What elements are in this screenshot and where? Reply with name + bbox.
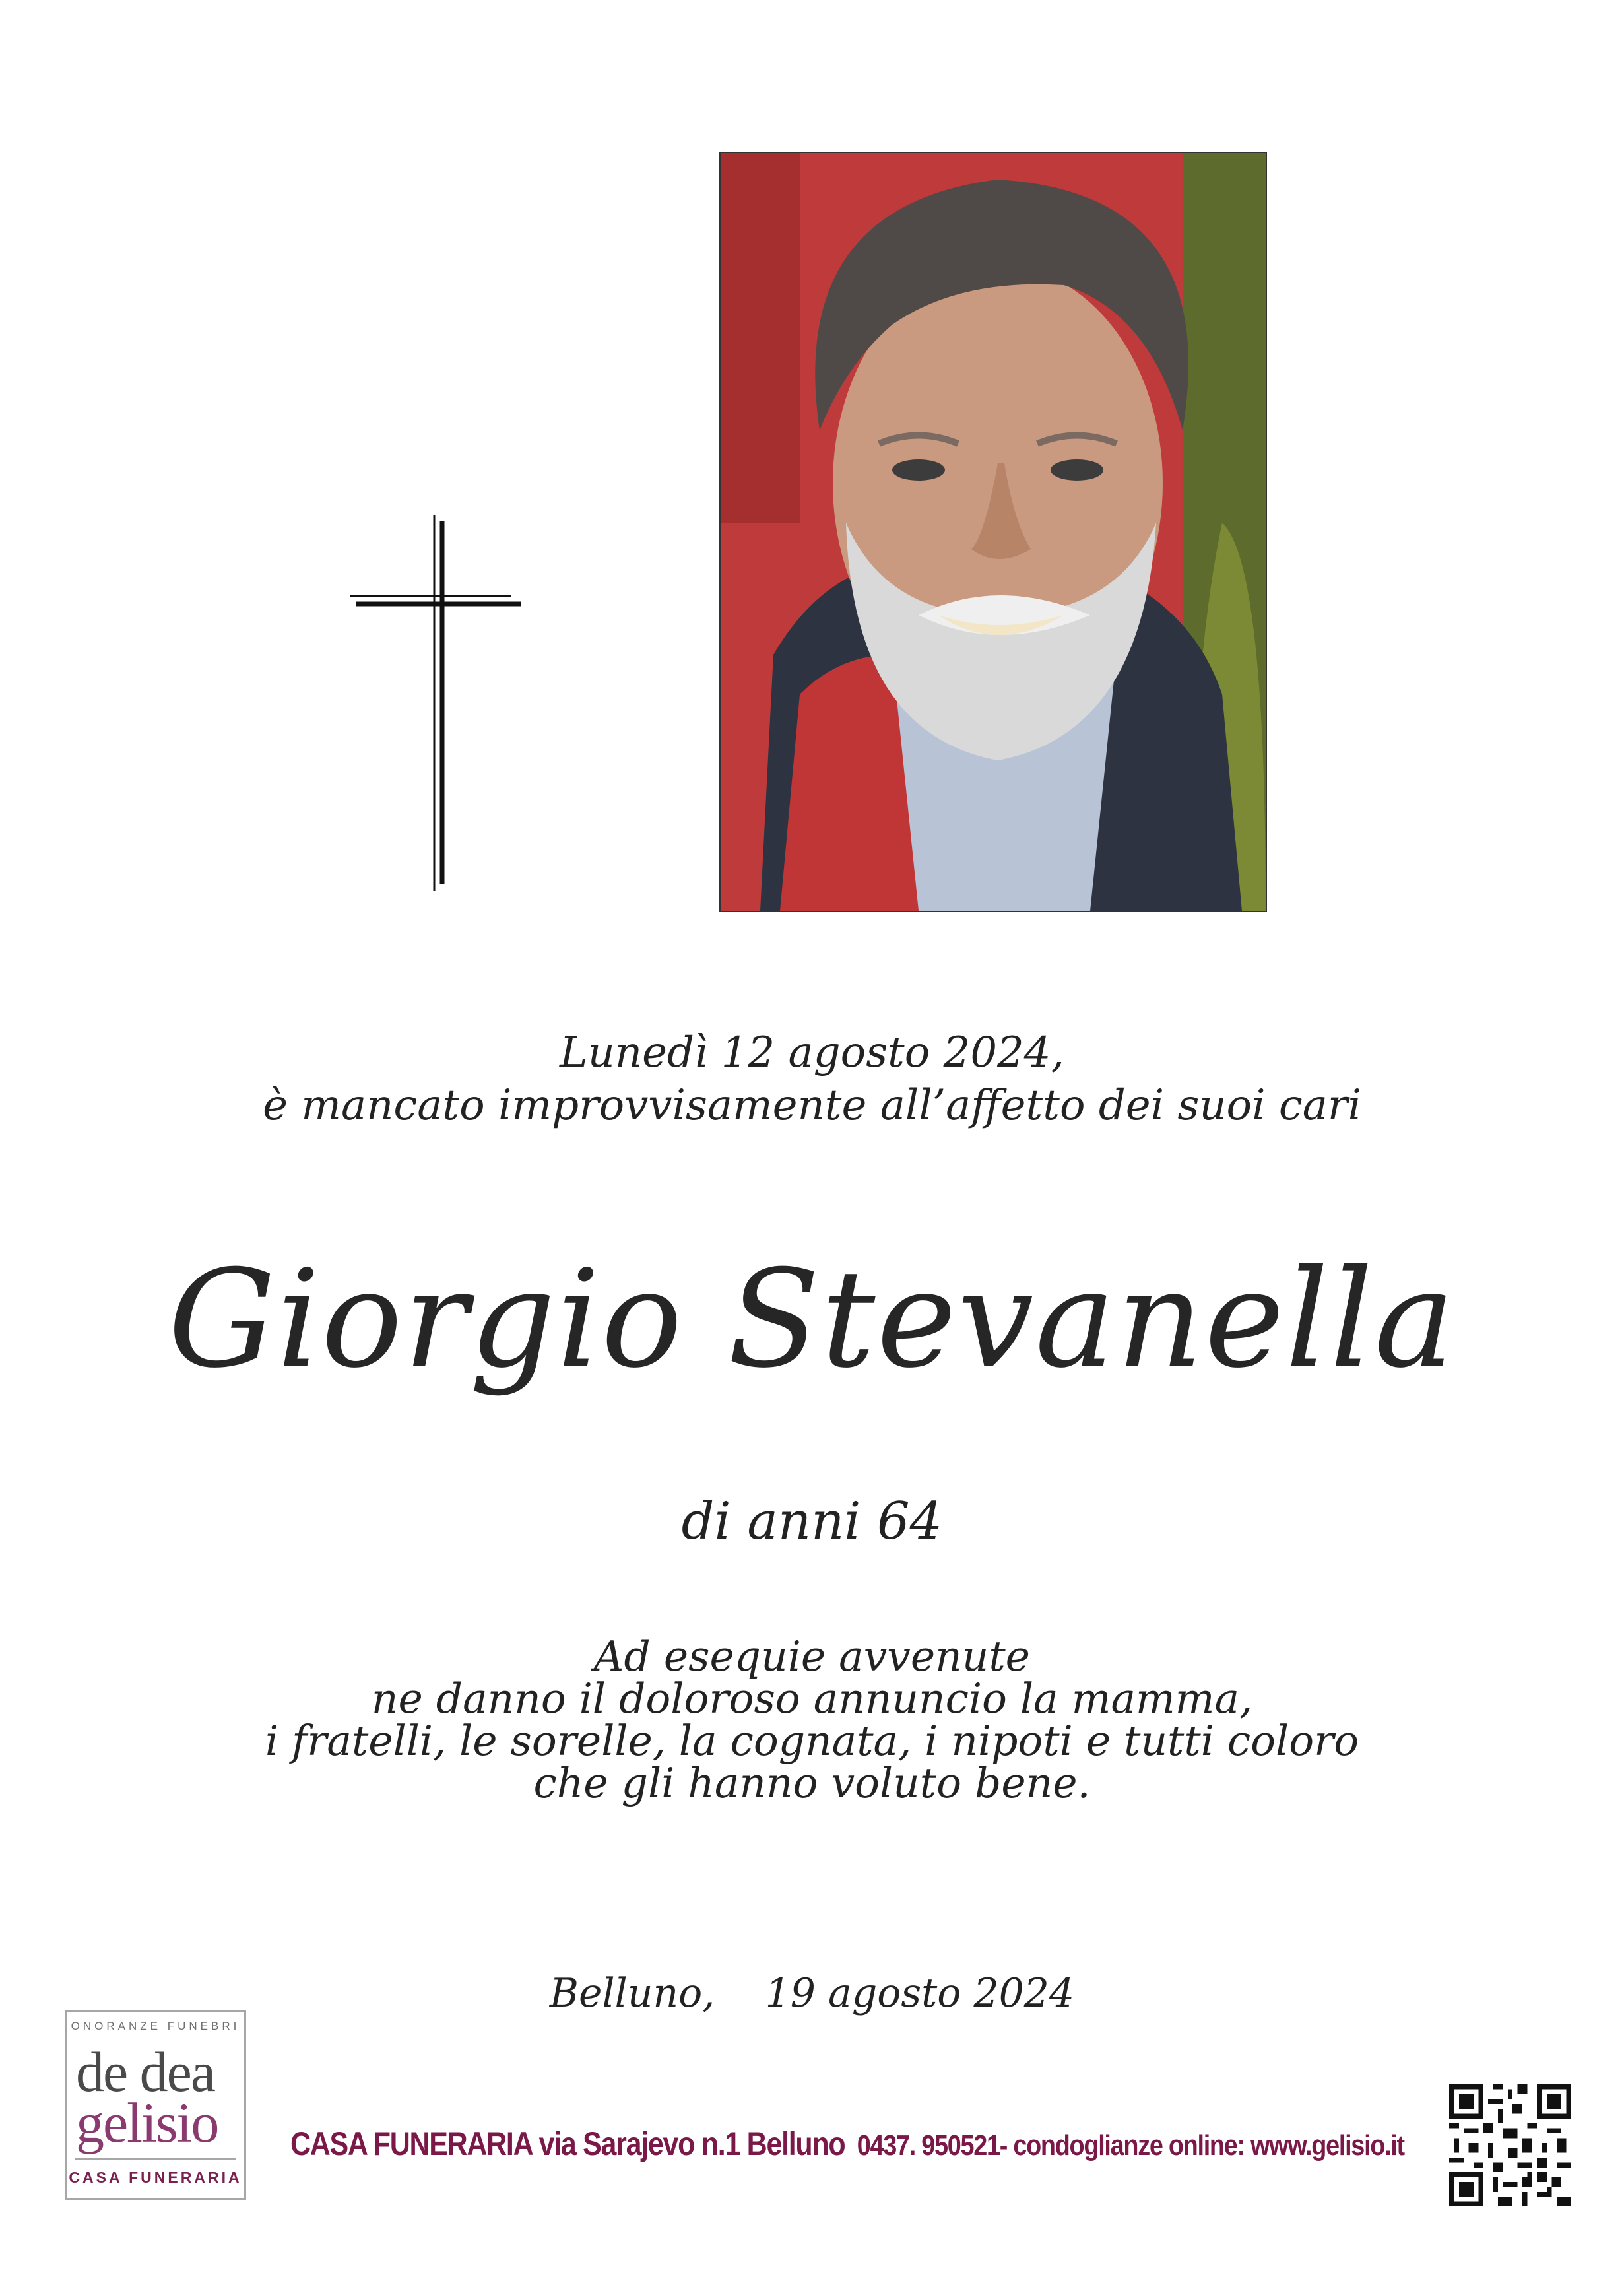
footer-online[interactable]: condoglianze online: www.gelisio.it — [1013, 2129, 1404, 2162]
deceased-age: di anni 64 — [681, 1492, 943, 1551]
cross-icon — [343, 515, 528, 891]
intro-message: è mancato improvvisamente all’affetto dei suoi cari — [263, 1081, 1361, 1130]
logo-divider — [75, 2158, 236, 2160]
announcement-line: Ad esequie avvenute — [594, 1632, 1030, 1680]
footer-phone: 0437. 950521- — [857, 2129, 1008, 2162]
logo-name-line2: gelisio — [76, 2091, 218, 2154]
funeral-home-logo — [65, 2010, 246, 2200]
portrait-illustration — [721, 153, 1266, 911]
footer-label: CASA FUNERARIA — [290, 2125, 533, 2162]
intro-date: Lunedì 12 agosto 2024, — [560, 1028, 1064, 1077]
announcement — [0, 1632, 1624, 1807]
deceased-name: Giorgio Stevanella — [168, 1242, 1456, 1398]
logo-name-line1: de dea — [76, 2040, 215, 2104]
footer-contact — [290, 2124, 1404, 2166]
announcement-line: i fratelli, le sorelle, la cognata, i nipoti e tutti coloro — [265, 1717, 1359, 1765]
logo-bottom-text: CASA FUNERARIA — [69, 2169, 242, 2186]
portrait-photo — [719, 152, 1267, 912]
qr-code-icon[interactable] — [1449, 2084, 1571, 2206]
place: Belluno, — [549, 1970, 715, 2016]
logo-top-text: ONORANZE FUNEBRI — [71, 2020, 240, 2032]
intro-text — [0, 1026, 1624, 1132]
footer-address: via Sarajevo n.1 Belluno — [538, 2125, 845, 2162]
publication-date: 19 agosto 2024 — [765, 1970, 1075, 2016]
announcement-line: che gli hanno voluto bene. — [533, 1759, 1091, 1807]
announcement-line: ne danno il doloroso annuncio la mamma, — [371, 1675, 1253, 1723]
